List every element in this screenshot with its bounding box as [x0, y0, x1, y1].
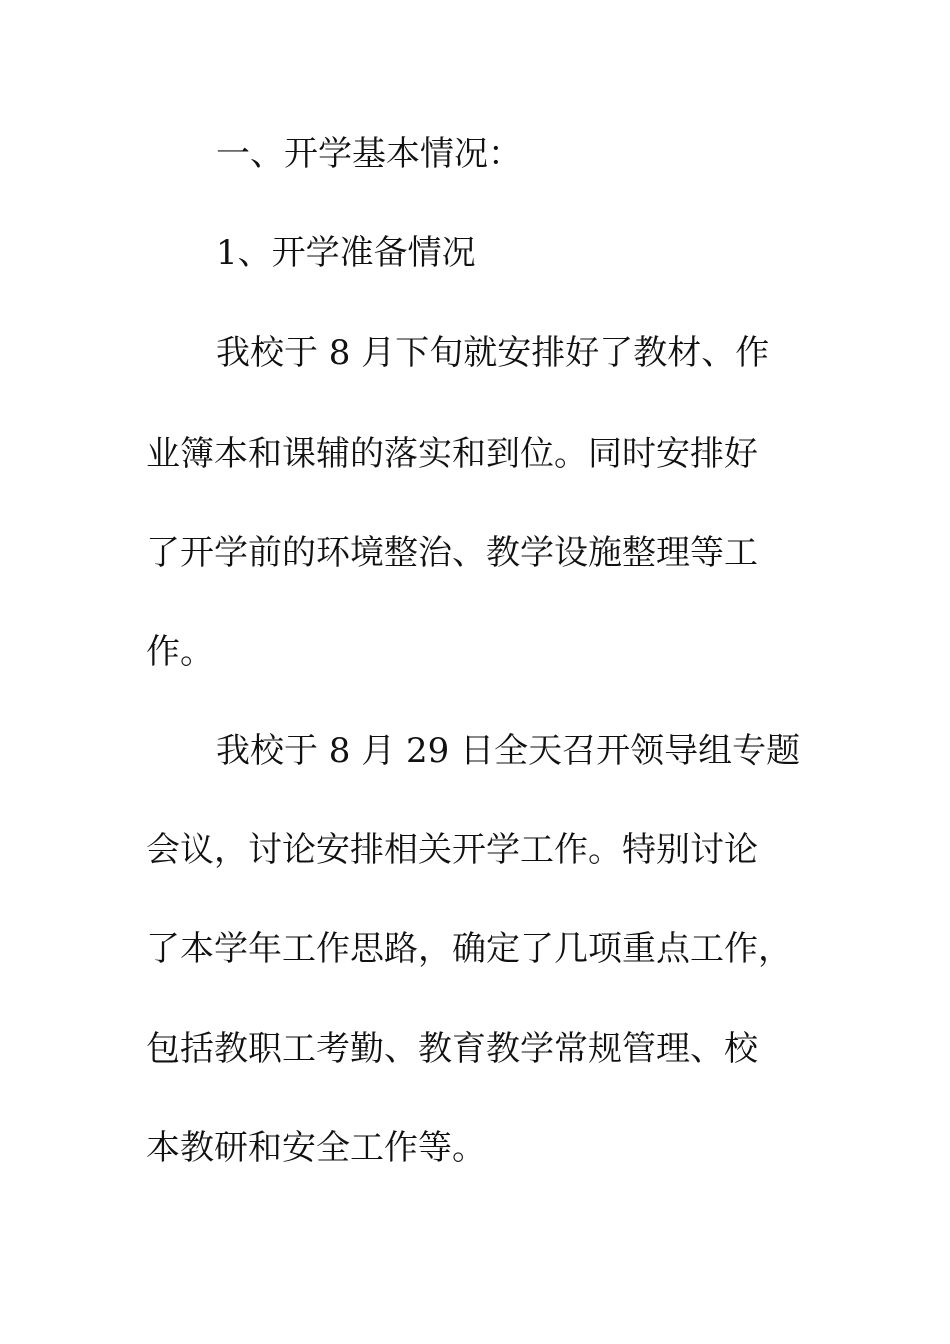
paragraph-2-line-4: 包括教职工考勤、教育教学常规管理、校 [146, 1029, 758, 1069]
subsection-heading: 1、开学准备情况 [216, 233, 476, 273]
paragraph-2-line-5: 本教研和安全工作等。 [146, 1128, 486, 1168]
paragraph-1-line-4: 作。 [146, 632, 214, 672]
paragraph-2-line-2: 会议，讨论安排相关开学工作。特别讨论 [146, 830, 758, 870]
section-heading: 一、开学基本情况： [216, 134, 522, 174]
paragraph-2-line-1: 我校于 8 月 29 日全天召开领导组专题 [216, 731, 801, 771]
paragraph-1-line-2: 业簿本和课辅的落实和到位。同时安排好 [146, 434, 758, 474]
paragraph-1-line-3: 了开学前的环境整治、教学设施整理等工 [146, 533, 758, 573]
paragraph-1-line-1: 我校于 8 月下旬就安排好了教材、作 [216, 333, 770, 373]
paragraph-2-line-3: 了本学年工作思路，确定了几项重点工作， [146, 929, 792, 969]
